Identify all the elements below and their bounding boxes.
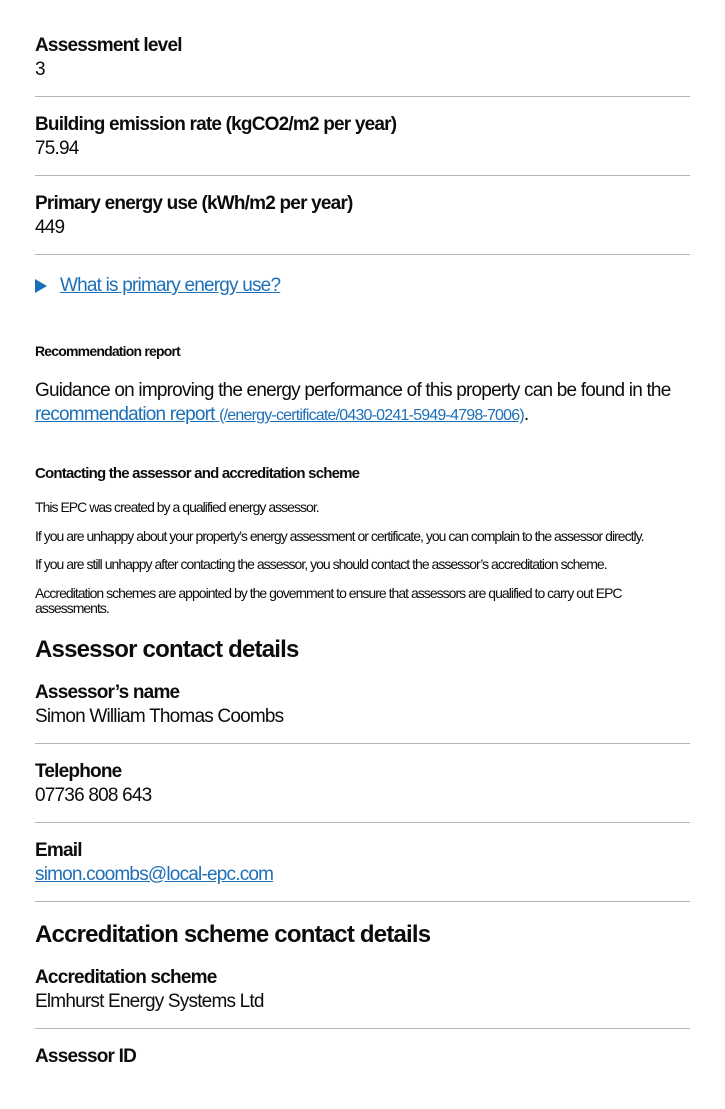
assessment-summary-section xyxy=(35,34,690,255)
assessor-name-value: Simon William Thomas Coombs xyxy=(35,705,284,727)
recommendation-link-path: (/energy-certificate/0430-0241-5949-4798-7006) xyxy=(219,407,524,424)
accreditation-scheme-label: Accreditation scheme xyxy=(35,966,217,988)
assessor-name-row xyxy=(35,681,690,729)
assessor-id-label: Assessor ID xyxy=(35,1045,137,1067)
contacting-assessor-heading: Contacting the assessor and accreditation scheme xyxy=(35,465,360,482)
divider xyxy=(35,901,690,902)
assessor-name-label: Assessor’s name xyxy=(35,681,180,703)
divider xyxy=(35,743,690,744)
assessor-email-link[interactable]: simon.coombs@local-epc.com xyxy=(35,863,274,885)
building-emission-rate-value: 75.94 xyxy=(35,138,79,159)
primary-energy-use-expander xyxy=(35,275,690,297)
accreditation-scheme-row xyxy=(35,966,690,1014)
primary-energy-use-label: Primary energy use (kWh/m2 per year) xyxy=(35,193,353,214)
assessment-level-row xyxy=(35,34,690,82)
building-emission-rate-row xyxy=(35,113,690,161)
accreditation-scheme-value: Elmhurst Energy Systems Ltd xyxy=(35,990,264,1012)
divider xyxy=(35,254,690,255)
email-row xyxy=(35,839,690,887)
assessor-id-row xyxy=(35,1045,690,1069)
primary-energy-use-row xyxy=(35,192,690,240)
contacting-paragraph: If you are unhappy about your property’s energy assessment or certificate, you can complain to the assessor directly. xyxy=(35,527,644,544)
accreditation-contact-details-heading: Accreditation scheme contact details xyxy=(35,920,431,948)
divider xyxy=(35,1028,690,1029)
contacting-paragraph: If you are still unhappy after contacting the assessor, you should contact the assessor’s accreditation scheme. xyxy=(35,556,607,572)
recommendation-text-before-link: Guidance on improving the energy performance of this property can be found in the xyxy=(35,380,671,401)
recommendation-report-link[interactable] xyxy=(35,404,524,425)
disclosure-triangle-icon xyxy=(35,279,47,293)
email-label: Email xyxy=(35,839,82,861)
primary-energy-use-expander-label: What is primary energy use? xyxy=(60,275,281,296)
telephone-row xyxy=(35,760,690,808)
assessment-level-value: 3 xyxy=(35,59,45,80)
contacting-paragraph: This EPC was created by a qualified energy assessor. xyxy=(35,499,319,515)
assessor-contact-details-heading: Assessor contact details xyxy=(35,635,299,663)
recommendation-text-after-link: . xyxy=(523,404,529,425)
contacting-paragraph: Accreditation schemes are appointed by the government to ensure that assessors are qualified to carry out EPC assessments. xyxy=(35,584,622,616)
primary-energy-use-expander-summary[interactable] xyxy=(35,275,690,297)
divider xyxy=(35,822,690,823)
telephone-value: 07736 808 643 xyxy=(35,784,152,806)
recommendation-link-label: recommendation report xyxy=(35,404,215,425)
telephone-label: Telephone xyxy=(35,760,122,782)
recommendation-report-heading: Recommendation report xyxy=(35,343,181,359)
building-emission-rate-label: Building emission rate (kgCO2/m2 per year) xyxy=(35,114,397,135)
primary-energy-use-value: 449 xyxy=(35,217,65,238)
recommendation-report-paragraph xyxy=(35,379,690,428)
assessment-level-label: Assessment level xyxy=(35,35,182,56)
divider xyxy=(35,96,690,97)
divider xyxy=(35,175,690,176)
